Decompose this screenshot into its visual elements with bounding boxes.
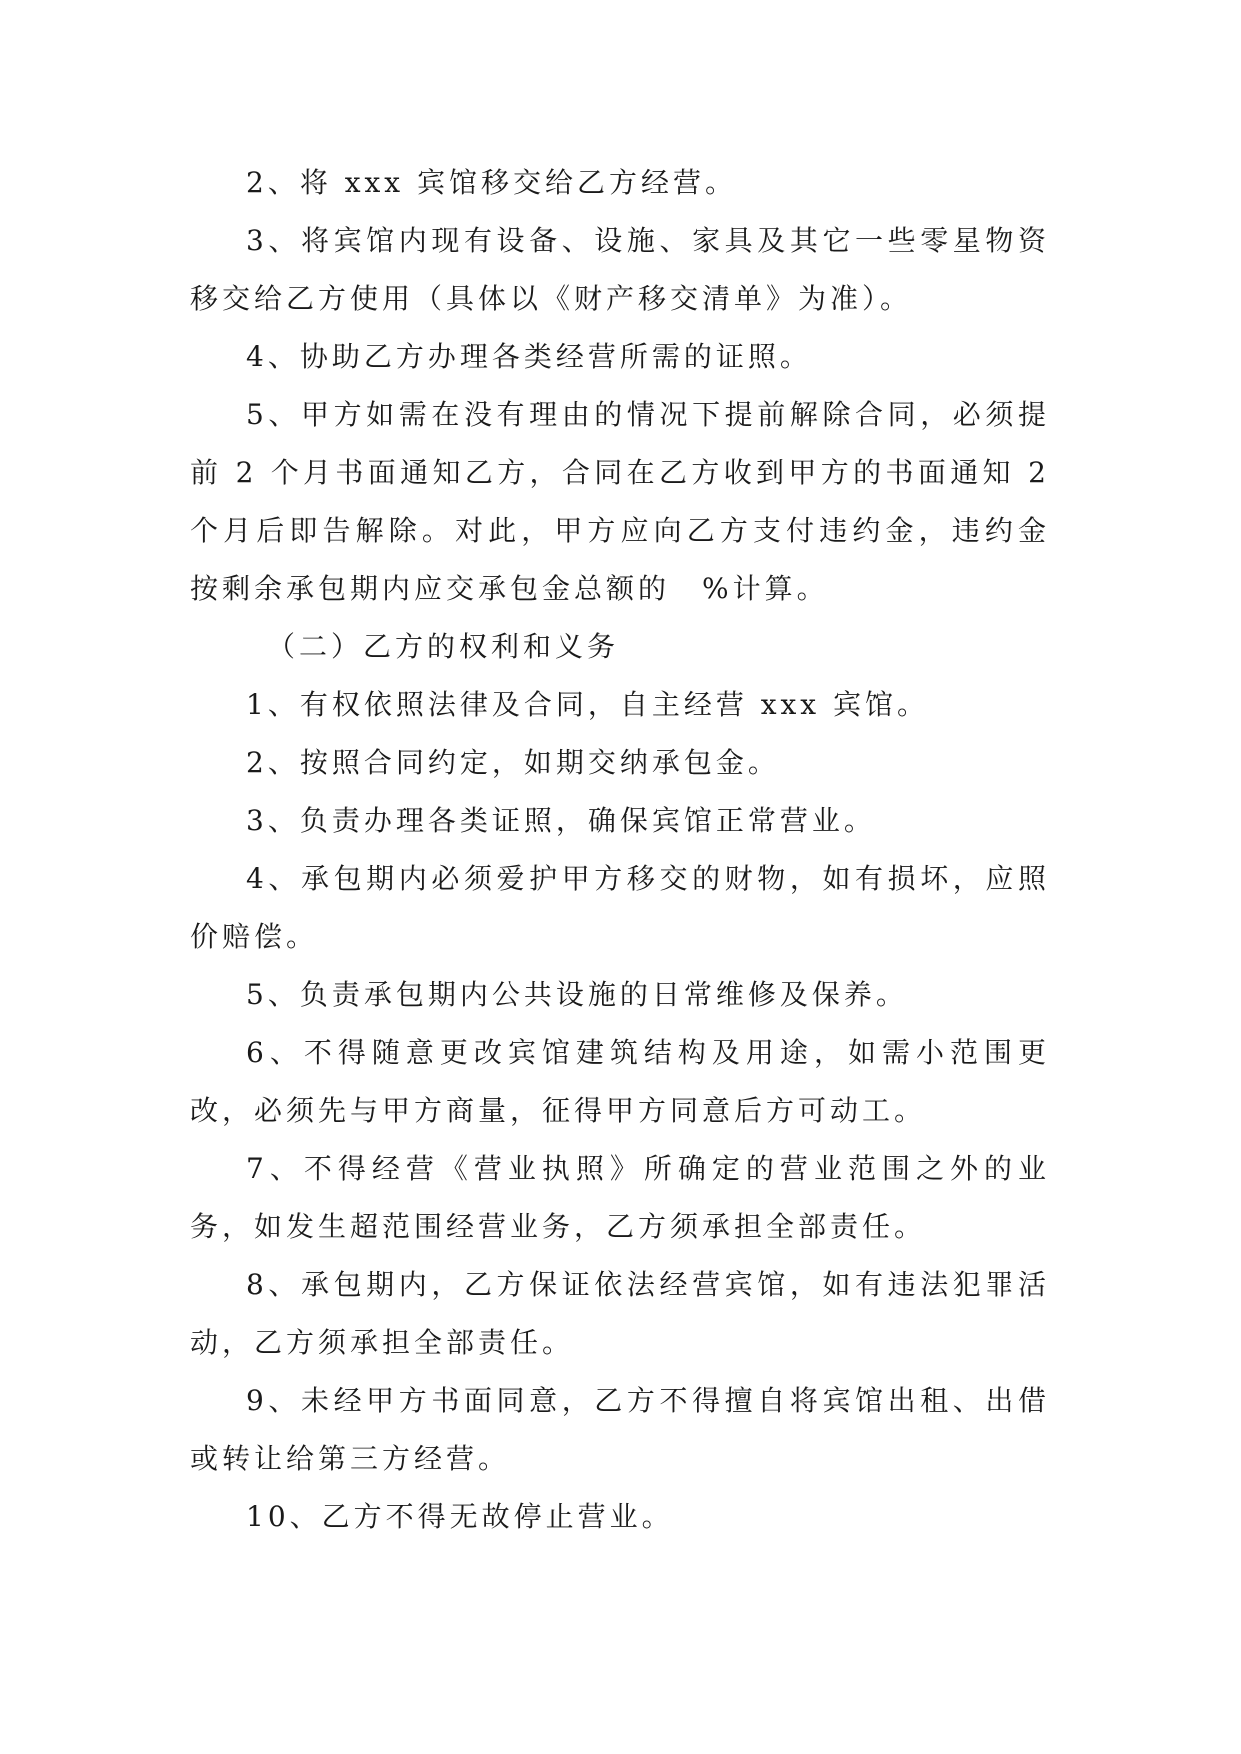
paragraph-no-suspension: 10、乙方不得无故停止营业。 (246, 1500, 674, 1533)
section-heading-party-b: （二）乙方的权利和义务 (267, 630, 620, 663)
paragraph-protect-property: 4、承包期内必须爱护甲方移交的财物，如有损坏，应照价赔偿。 (190, 862, 1050, 953)
paragraph-pay-fee: 2、按照合同约定，如期交纳承包金。 (246, 746, 780, 779)
paragraph-transfer-hotel: 2、将 xxx 宾馆移交给乙方经营。 (246, 166, 737, 199)
paragraph-early-termination: 5、甲方如需在没有理由的情况下提前解除合同，必须提前 2 个月书面通知乙方，合同在乙方收到甲方的书面通知 2 个月后即告解除。对此，甲方应向乙方支付违约金，违约金按剩余承包期内应交承包金总额的 %计算。 (190, 398, 1050, 605)
paragraph-maintenance: 5、负责承包期内公共设施的日常维修及保养。 (246, 978, 908, 1011)
paragraph-right-to-operate: 1、有权依照法律及合同，自主经营 xxx 宾馆。 (246, 688, 929, 721)
paragraph-lawful-operation: 8、承包期内，乙方保证依法经营宾馆，如有违法犯罪活动，乙方须承担全部责任。 (190, 1268, 1050, 1359)
paragraph-transfer-equipment: 3、将宾馆内现有设备、设施、家具及其它一些零星物资移交给乙方使用（具体以《财产移交清单》为准）。 (190, 224, 1050, 315)
paragraph-obtain-licenses: 3、负责办理各类证照，确保宾馆正常营业。 (246, 804, 876, 837)
paragraph-no-structural-change: 6、不得随意更改宾馆建筑结构及用途，如需小范围更改，必须先与甲方商量，征得甲方同意后方可动工。 (190, 1036, 1050, 1127)
document-body (190, 154, 1050, 1546)
paragraph-no-sublease: 9、未经甲方书面同意，乙方不得擅自将宾馆出租、出借或转让给第三方经营。 (190, 1384, 1050, 1475)
paragraph-assist-licenses: 4、协助乙方办理各类经营所需的证照。 (246, 340, 812, 373)
paragraph-business-scope: 7、不得经营《营业执照》所确定的营业范围之外的业务，如发生超范围经营业务，乙方须承担全部责任。 (190, 1152, 1050, 1243)
